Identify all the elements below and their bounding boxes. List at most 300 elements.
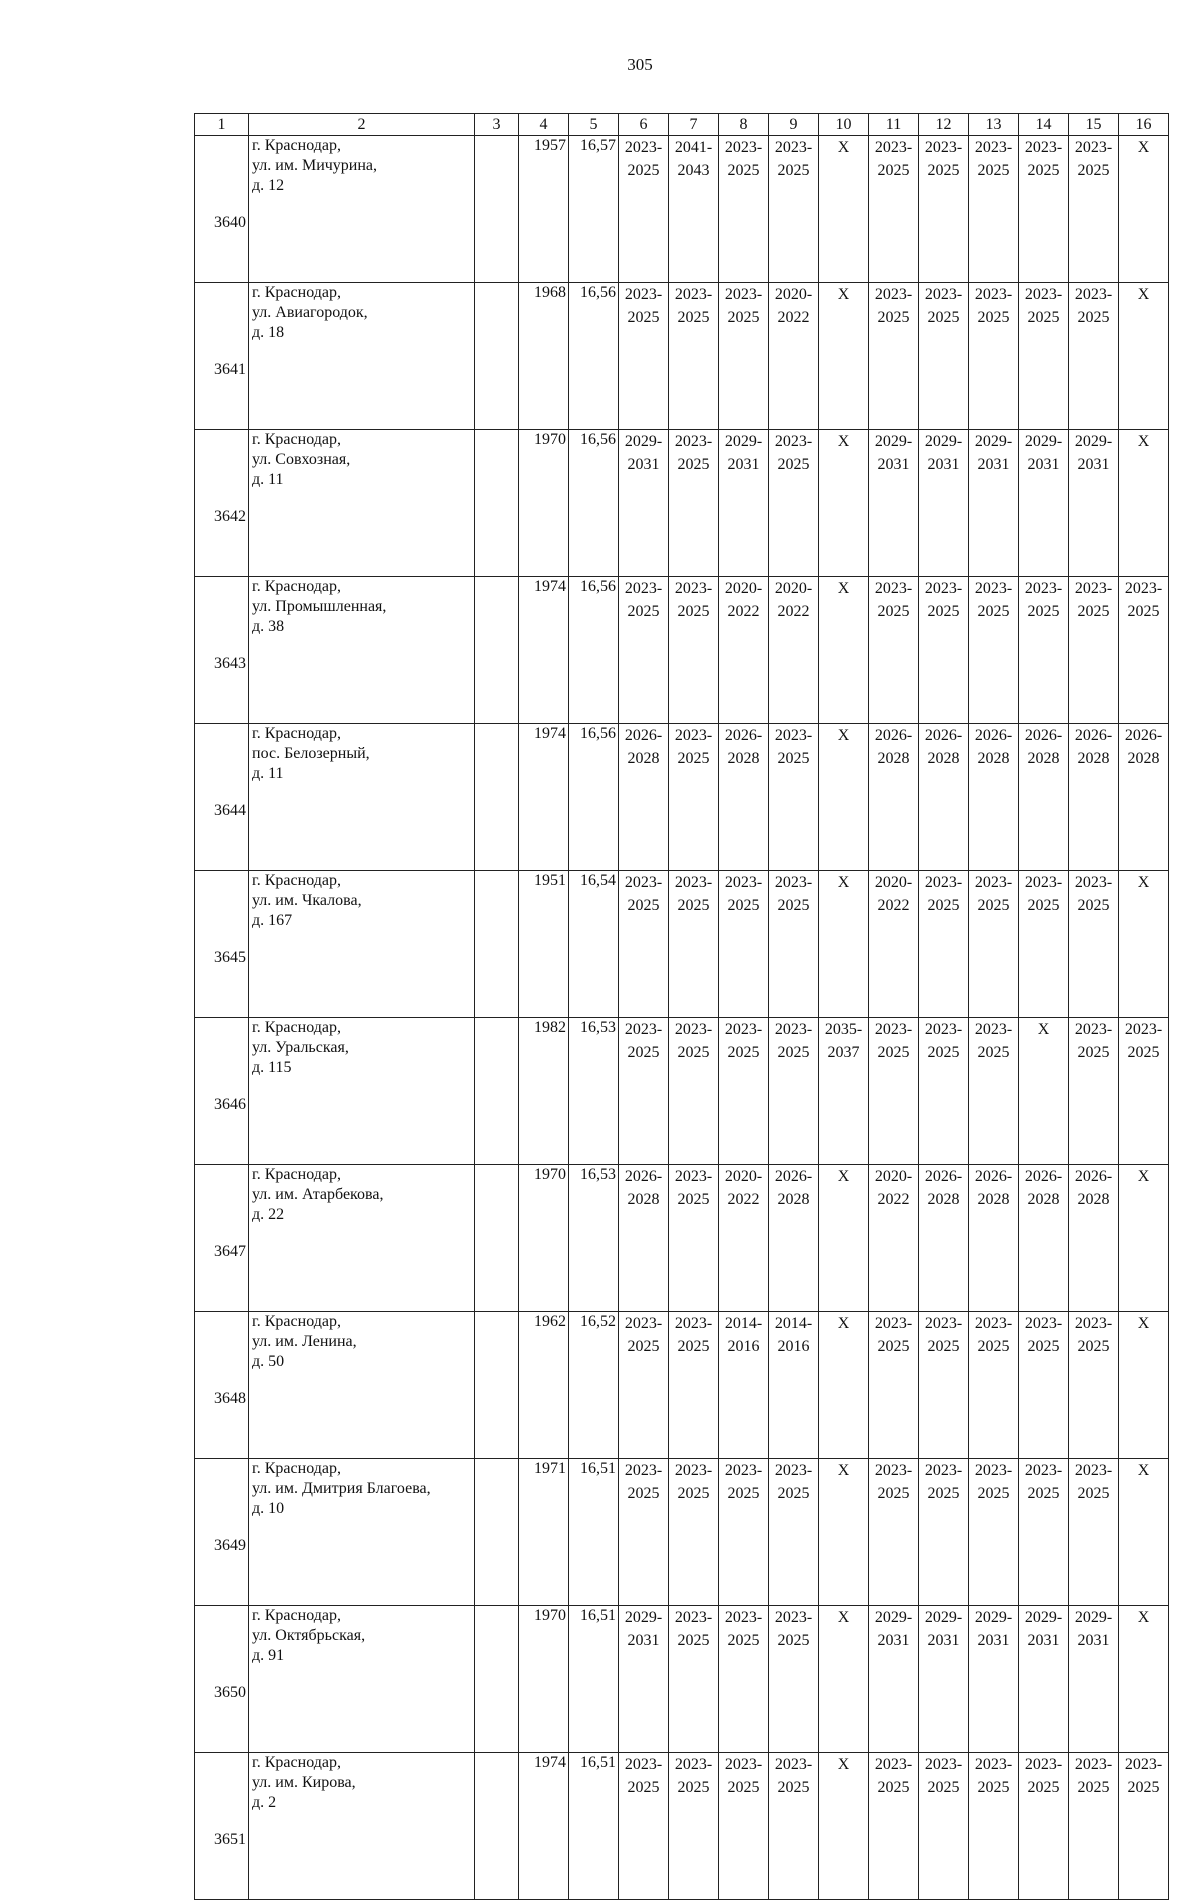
period-line: 2031	[977, 1632, 1010, 1649]
period-line: 2025	[1077, 897, 1110, 914]
period-line: 2025	[677, 1485, 710, 1502]
value-cell: 16,53	[569, 1018, 619, 1165]
period-cell-col-7	[669, 1459, 719, 1606]
address-line: ул. Уральская,	[252, 1039, 349, 1056]
period-line: 2025	[727, 309, 760, 326]
period-line: 2020-	[774, 580, 813, 597]
period-cell-col-12	[919, 871, 969, 1018]
period-line: 2025	[927, 1338, 960, 1355]
period-cell-col-10	[819, 577, 869, 724]
period-cell-col-8	[719, 1459, 769, 1606]
period-line: 2025	[877, 1338, 910, 1355]
row-number-cell: 3648	[195, 1312, 249, 1459]
column-3-cell	[475, 1312, 519, 1459]
period-line: 2023-	[624, 1462, 663, 1479]
period-line: 2026-	[1074, 1168, 1113, 1185]
period-line: 2023-	[774, 1756, 813, 1773]
period-cell-col-12	[919, 1018, 969, 1165]
period-line: 2023-	[874, 1315, 913, 1332]
period-cell-col-15	[1069, 724, 1119, 871]
table-row	[195, 1018, 1169, 1165]
period-cell-col-6	[619, 136, 669, 283]
period-cell-col-11	[869, 1459, 919, 1606]
period-line: 2025	[977, 1779, 1010, 1796]
period-line: 2023-	[1024, 1756, 1063, 1773]
period-line: 2025	[777, 897, 810, 914]
period-cell-col-7	[669, 1165, 719, 1312]
period-line: 2029-	[974, 433, 1013, 450]
period-line: 2029-	[724, 433, 763, 450]
period-line: 2029-	[924, 1609, 963, 1626]
period-line: 2028	[1077, 750, 1110, 767]
period-cell-col-14	[1019, 283, 1069, 430]
period-line: 2023-	[774, 1609, 813, 1626]
value-cell: 16,57	[569, 136, 619, 283]
period-line: 2023-	[674, 1021, 713, 1038]
period-line: X	[1137, 1168, 1150, 1185]
period-line: 2023-	[924, 139, 963, 156]
period-cell-col-14	[1019, 871, 1069, 1018]
period-cell-col-14	[1019, 1018, 1069, 1165]
address-line: д. 11	[252, 765, 284, 782]
period-line: 2025	[877, 1044, 910, 1061]
period-line: 2025	[627, 1044, 660, 1061]
period-line: 2026-	[624, 1168, 663, 1185]
column-3-cell	[475, 1753, 519, 1900]
period-line: 2025	[627, 1485, 660, 1502]
period-cell-col-10	[819, 1312, 869, 1459]
period-cell-col-7	[669, 430, 719, 577]
address-line: г. Краснодар,	[252, 137, 341, 154]
period-line: 2025	[1077, 309, 1110, 326]
address-line: ул. им. Кирова,	[252, 1774, 356, 1791]
period-line: X	[1037, 1021, 1050, 1038]
period-line: 2014-	[724, 1315, 763, 1332]
address-cell	[249, 136, 475, 283]
period-line: 2023-	[1074, 874, 1113, 891]
period-line: 2025	[977, 1338, 1010, 1355]
row-number-cell: 3649	[195, 1459, 249, 1606]
row-number-cell: 3642	[195, 430, 249, 577]
period-line: 2023-	[974, 1021, 1013, 1038]
period-line: 2025	[877, 1779, 910, 1796]
period-line: 2025	[627, 603, 660, 620]
period-line: 2023-	[1024, 580, 1063, 597]
period-line: 2029-	[924, 433, 963, 450]
period-line: 2023-	[724, 1609, 763, 1626]
column-header-16: 16	[1119, 114, 1169, 136]
row-number-cell: 3644	[195, 724, 249, 871]
period-line: 2025	[777, 1779, 810, 1796]
period-line: 2022	[777, 603, 810, 620]
column-header-5: 5	[569, 114, 619, 136]
period-line: 2023-	[774, 433, 813, 450]
period-cell-col-11	[869, 577, 919, 724]
value-cell: 16,52	[569, 1312, 619, 1459]
period-cell-col-11	[869, 871, 919, 1018]
period-cell-col-15	[1069, 1753, 1119, 1900]
period-line: 2023-	[774, 1021, 813, 1038]
period-cell-col-9	[769, 1606, 819, 1753]
period-line: X	[1137, 139, 1150, 156]
period-cell-col-6	[619, 1312, 669, 1459]
address-line: г. Краснодар,	[252, 725, 341, 742]
period-line: 2022	[727, 1191, 760, 1208]
period-cell-col-12	[919, 1165, 969, 1312]
period-line: 2026-	[1024, 727, 1063, 744]
period-line: 2025	[777, 162, 810, 179]
period-cell-col-15	[1069, 1165, 1119, 1312]
period-cell-col-15	[1069, 1606, 1119, 1753]
address-line: пос. Белозерный,	[252, 745, 370, 762]
period-cell-col-6	[619, 430, 669, 577]
period-line: X	[1137, 874, 1150, 891]
table-row	[195, 1753, 1169, 1900]
period-line: 2025	[627, 1779, 660, 1796]
period-cell-col-9	[769, 1165, 819, 1312]
period-line: 2023-	[774, 1462, 813, 1479]
period-cell-col-14	[1019, 1753, 1069, 1900]
address-cell	[249, 1312, 475, 1459]
build-year-cell: 1968	[519, 283, 569, 430]
column-header-3: 3	[475, 114, 519, 136]
period-line: 2037	[827, 1044, 860, 1061]
period-line: 2025	[677, 456, 710, 473]
period-cell-col-16	[1119, 724, 1169, 871]
period-line: 2025	[777, 1632, 810, 1649]
period-cell-col-16	[1119, 1606, 1169, 1753]
period-line: X	[837, 874, 850, 891]
period-line: 2025	[877, 603, 910, 620]
period-line: 2025	[1077, 1044, 1110, 1061]
address-line: г. Краснодар,	[252, 1313, 341, 1330]
address-line: г. Краснодар,	[252, 1754, 341, 1771]
table-row	[195, 724, 1169, 871]
period-line: 2031	[977, 456, 1010, 473]
build-year-cell: 1974	[519, 1753, 569, 1900]
period-cell-col-9	[769, 1753, 819, 1900]
period-line: X	[837, 1609, 850, 1626]
period-line: 2028	[1127, 750, 1160, 767]
address-line: г. Краснодар,	[252, 1019, 341, 1036]
address-line: ул. Совхозная,	[252, 451, 351, 468]
period-line: 2026-	[1024, 1168, 1063, 1185]
period-cell-col-11	[869, 1165, 919, 1312]
period-cell-col-12	[919, 283, 969, 430]
period-line: 2023-	[774, 727, 813, 744]
period-line: 2025	[977, 897, 1010, 914]
period-line: 2035-	[824, 1021, 863, 1038]
column-3-cell	[475, 136, 519, 283]
period-cell-col-11	[869, 1606, 919, 1753]
value-cell: 16,54	[569, 871, 619, 1018]
build-year-cell: 1970	[519, 1606, 569, 1753]
period-line: 2026-	[874, 727, 913, 744]
period-line: 2025	[727, 897, 760, 914]
period-line: 2026-	[774, 1168, 813, 1185]
period-line: 2025	[1127, 603, 1160, 620]
row-number-cell: 3643	[195, 577, 249, 724]
period-line: X	[837, 1462, 850, 1479]
period-line: 2023-	[774, 139, 813, 156]
period-cell-col-11	[869, 1312, 919, 1459]
period-cell-col-10	[819, 430, 869, 577]
period-line: 2023-	[924, 874, 963, 891]
period-line: 2025	[727, 1779, 760, 1796]
period-line: X	[1137, 1609, 1150, 1626]
period-line: 2031	[927, 1632, 960, 1649]
build-year-cell: 1951	[519, 871, 569, 1018]
period-line: 2023-	[1074, 286, 1113, 303]
period-line: X	[837, 580, 850, 597]
period-line: 2028	[1027, 750, 1060, 767]
period-line: 2028	[1077, 1191, 1110, 1208]
row-number-cell: 3650	[195, 1606, 249, 1753]
period-line: X	[837, 1315, 850, 1332]
period-cell-col-7	[669, 136, 719, 283]
period-line: 2023-	[1024, 139, 1063, 156]
period-line: 2023-	[624, 1315, 663, 1332]
address-line: ул. Авиагородок,	[252, 304, 368, 321]
period-cell-col-13	[969, 136, 1019, 283]
period-cell-col-12	[919, 1753, 969, 1900]
period-line: 2023-	[674, 1609, 713, 1626]
period-cell-col-6	[619, 724, 669, 871]
address-line: г. Краснодар,	[252, 578, 341, 595]
period-cell-col-11	[869, 136, 919, 283]
value-cell: 16,56	[569, 283, 619, 430]
period-line: 2025	[877, 1485, 910, 1502]
period-line: 2022	[877, 1191, 910, 1208]
period-line: 2025	[927, 309, 960, 326]
period-cell-col-11	[869, 283, 919, 430]
build-year-cell: 1970	[519, 1165, 569, 1312]
period-cell-col-13	[969, 1018, 1019, 1165]
period-line: 2025	[1077, 1338, 1110, 1355]
period-line: 2028	[977, 1191, 1010, 1208]
period-line: 2023-	[624, 1021, 663, 1038]
period-line: 2026-	[1124, 727, 1163, 744]
period-cell-col-14	[1019, 724, 1069, 871]
period-cell-col-14	[1019, 577, 1069, 724]
period-cell-col-12	[919, 724, 969, 871]
period-line: 2023-	[674, 1462, 713, 1479]
column-header-7: 7	[669, 114, 719, 136]
period-line: X	[837, 286, 850, 303]
period-cell-col-8	[719, 1018, 769, 1165]
period-line: 2026-	[974, 727, 1013, 744]
period-line: 2023-	[1074, 580, 1113, 597]
column-header-8: 8	[719, 114, 769, 136]
period-cell-col-16	[1119, 283, 1169, 430]
period-line: X	[1137, 1315, 1150, 1332]
address-cell	[249, 1606, 475, 1753]
period-line: X	[1137, 433, 1150, 450]
period-line: 2014-	[774, 1315, 813, 1332]
period-line: 2022	[777, 309, 810, 326]
period-cell-col-7	[669, 871, 719, 1018]
housing-register-table	[194, 113, 1169, 1900]
column-header-2: 2	[249, 114, 475, 136]
address-cell	[249, 430, 475, 577]
period-line: 2025	[627, 1338, 660, 1355]
period-line: 2023-	[674, 286, 713, 303]
period-line: 2023-	[674, 874, 713, 891]
period-line: 2020-	[874, 1168, 913, 1185]
column-3-cell	[475, 283, 519, 430]
address-line: г. Краснодар,	[252, 284, 341, 301]
address-cell	[249, 1459, 475, 1606]
period-cell-col-6	[619, 1018, 669, 1165]
period-line: 2025	[677, 750, 710, 767]
period-line: 2023-	[1074, 139, 1113, 156]
period-line: 2028	[727, 750, 760, 767]
period-cell-col-13	[969, 724, 1019, 871]
period-cell-col-8	[719, 577, 769, 724]
column-3-cell	[475, 724, 519, 871]
period-cell-col-10	[819, 136, 869, 283]
column-header-9: 9	[769, 114, 819, 136]
period-line: 2031	[927, 456, 960, 473]
period-line: 2023-	[624, 874, 663, 891]
row-number-cell: 3645	[195, 871, 249, 1018]
address-line: г. Краснодар,	[252, 1460, 341, 1477]
build-year-cell: 1971	[519, 1459, 569, 1606]
period-line: 2023-	[874, 139, 913, 156]
period-line: 2023-	[1074, 1021, 1113, 1038]
period-line: 2023-	[674, 433, 713, 450]
period-line: 2023-	[624, 1756, 663, 1773]
period-line: 2025	[1127, 1779, 1160, 1796]
period-cell-col-9	[769, 136, 819, 283]
build-year-cell: 1970	[519, 430, 569, 577]
period-line: 2025	[1027, 1779, 1060, 1796]
value-cell: 16,56	[569, 724, 619, 871]
period-line: 2025	[677, 309, 710, 326]
period-line: 2023-	[624, 139, 663, 156]
period-cell-col-7	[669, 1312, 719, 1459]
period-line: 2023-	[624, 286, 663, 303]
address-line: д. 10	[252, 1500, 285, 1517]
period-line: X	[837, 1756, 850, 1773]
period-cell-col-7	[669, 1606, 719, 1753]
period-line: 2028	[627, 750, 660, 767]
period-cell-col-14	[1019, 1165, 1069, 1312]
value-cell: 16,56	[569, 430, 619, 577]
period-line: 2023-	[874, 1021, 913, 1038]
column-header-12: 12	[919, 114, 969, 136]
period-cell-col-12	[919, 577, 969, 724]
build-year-cell: 1974	[519, 724, 569, 871]
period-line: 2025	[977, 309, 1010, 326]
period-cell-col-6	[619, 1753, 669, 1900]
period-line: 2029-	[624, 1609, 663, 1626]
period-line: X	[837, 1168, 850, 1185]
period-line: 2023-	[1024, 1462, 1063, 1479]
period-cell-col-16	[1119, 1753, 1169, 1900]
period-line: 2025	[777, 456, 810, 473]
period-line: 2023-	[974, 1462, 1013, 1479]
period-line: 2025	[777, 1044, 810, 1061]
period-line: 2023-	[1124, 1021, 1163, 1038]
period-line: 2025	[977, 1044, 1010, 1061]
period-line: 2031	[627, 456, 660, 473]
period-line: 2025	[627, 309, 660, 326]
period-cell-col-8	[719, 1606, 769, 1753]
value-cell: 16,56	[569, 577, 619, 724]
build-year-cell: 1957	[519, 136, 569, 283]
period-line: 2029-	[1074, 1609, 1113, 1626]
period-line: 2023-	[1074, 1315, 1113, 1332]
period-line: 2023-	[674, 1168, 713, 1185]
period-cell-col-7	[669, 283, 719, 430]
build-year-cell: 1974	[519, 577, 569, 724]
period-line: 2023-	[724, 874, 763, 891]
address-line: ул. им. Ленина,	[252, 1333, 357, 1350]
period-cell-col-13	[969, 577, 1019, 724]
period-cell-col-9	[769, 577, 819, 724]
period-line: 2025	[1027, 162, 1060, 179]
table-row	[195, 1312, 1169, 1459]
period-cell-col-9	[769, 1312, 819, 1459]
address-line: ул. им. Чкалова,	[252, 892, 362, 909]
period-line: 2023-	[924, 1021, 963, 1038]
value-cell: 16,51	[569, 1753, 619, 1900]
row-number-cell: 3646	[195, 1018, 249, 1165]
period-cell-col-9	[769, 724, 819, 871]
period-line: 2025	[1027, 897, 1060, 914]
build-year-cell: 1982	[519, 1018, 569, 1165]
period-cell-col-12	[919, 430, 969, 577]
period-line: 2023-	[1074, 1462, 1113, 1479]
period-line: 2023-	[974, 874, 1013, 891]
column-header-14: 14	[1019, 114, 1069, 136]
address-line: ул. Октябрьская,	[252, 1627, 366, 1644]
period-line: 2023-	[924, 286, 963, 303]
address-cell	[249, 871, 475, 1018]
address-line: д. 12	[252, 177, 285, 194]
period-line: 2029-	[874, 1609, 913, 1626]
period-line: 2029-	[1024, 1609, 1063, 1626]
column-header-1: 1	[195, 114, 249, 136]
period-cell-col-10	[819, 1606, 869, 1753]
row-number-cell: 3647	[195, 1165, 249, 1312]
period-cell-col-7	[669, 577, 719, 724]
period-line: 2023-	[974, 580, 1013, 597]
period-cell-col-6	[619, 577, 669, 724]
period-line: 2028	[927, 1191, 960, 1208]
period-line: 2023-	[1024, 874, 1063, 891]
address-cell	[249, 1018, 475, 1165]
period-line: 2023-	[924, 1462, 963, 1479]
period-line: 2031	[627, 1632, 660, 1649]
table-row	[195, 577, 1169, 724]
period-cell-col-16	[1119, 1459, 1169, 1606]
period-cell-col-9	[769, 871, 819, 1018]
period-line: 2028	[927, 750, 960, 767]
period-line: 2025	[927, 162, 960, 179]
period-line: 2020-	[724, 580, 763, 597]
period-cell-col-10	[819, 1753, 869, 1900]
period-line: X	[1137, 1462, 1150, 1479]
period-cell-col-13	[969, 430, 1019, 577]
period-line: 2031	[1027, 456, 1060, 473]
period-line: 2025	[1077, 603, 1110, 620]
column-header-6: 6	[619, 114, 669, 136]
period-line: 2043	[677, 162, 710, 179]
period-line: 2023-	[874, 1756, 913, 1773]
period-cell-col-8	[719, 1165, 769, 1312]
